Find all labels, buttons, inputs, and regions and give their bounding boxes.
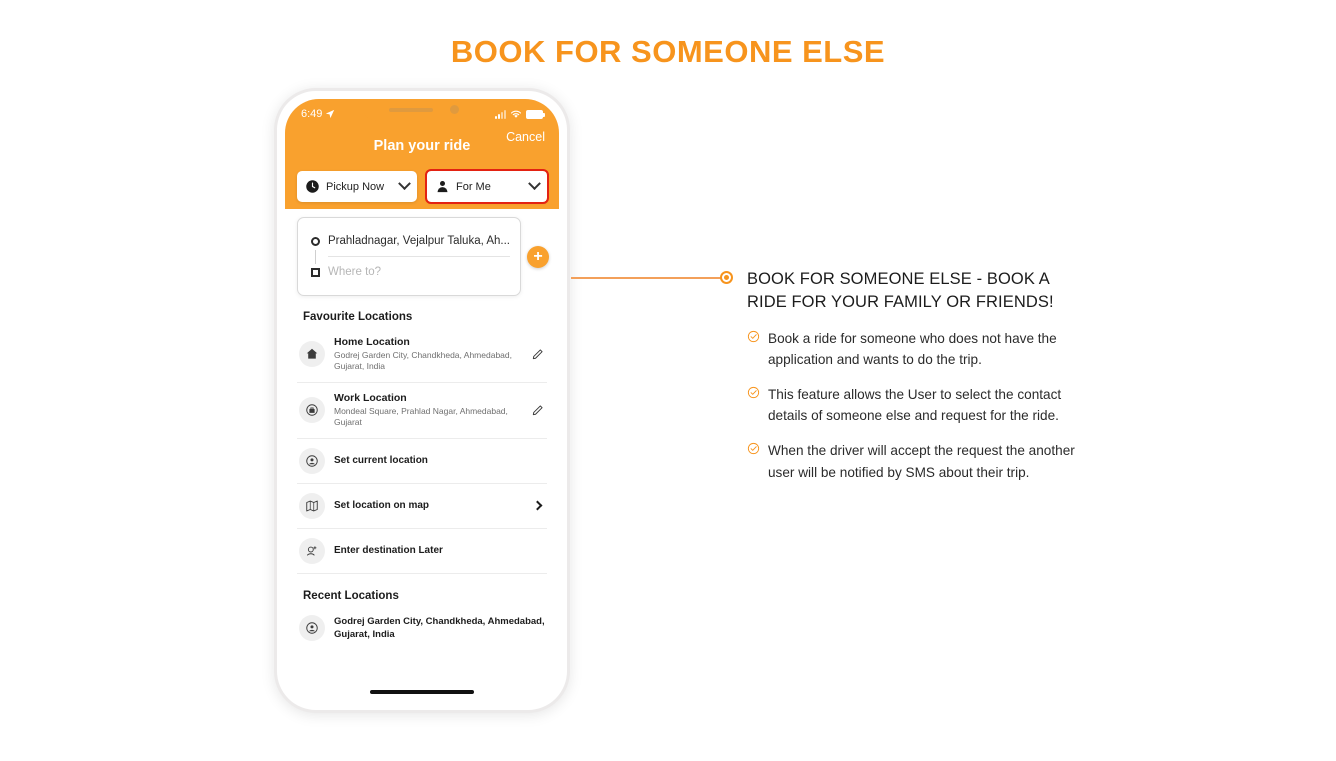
list-item-set-location-on-map[interactable]	[297, 484, 547, 529]
callout-leader-dot	[720, 271, 733, 284]
origin-dot-icon	[311, 237, 320, 246]
briefcase-icon	[299, 397, 325, 423]
destination-row[interactable]	[306, 259, 510, 285]
work-location-text	[334, 392, 522, 429]
list-item-home-location[interactable]	[297, 327, 547, 383]
list-item-title: Godrej Garden City, Chandkheda, Ahmedabad, Gujarat, India	[334, 615, 545, 641]
pickup-time-selector[interactable]	[297, 171, 417, 202]
wifi-icon	[510, 109, 522, 119]
chevron-down-icon	[398, 177, 411, 190]
status-bar-right	[495, 109, 543, 119]
origin-row[interactable]	[306, 228, 510, 254]
phone-screen	[285, 99, 559, 702]
list-item-title: Set location on map	[334, 500, 430, 512]
callout-bullets	[747, 328, 1077, 483]
list-item-recent-location[interactable]	[297, 606, 547, 651]
home-indicator	[370, 690, 474, 694]
home-icon	[299, 341, 325, 367]
set-location-on-map-text	[334, 500, 525, 511]
enter-destination-later-text	[334, 545, 545, 556]
status-bar-left	[301, 108, 335, 120]
check-circle-icon	[747, 386, 760, 399]
list-item-title: Home Location	[334, 336, 410, 348]
list-item-title: Set current location	[334, 455, 428, 467]
current-location-icon	[299, 448, 325, 474]
recent-locations-title: Recent Locations	[303, 589, 399, 602]
destination-square-icon	[311, 268, 320, 277]
clock-icon	[305, 179, 320, 194]
destination-dot-wrap	[306, 268, 324, 277]
list-item-work-location[interactable]	[297, 383, 547, 439]
pencil-icon[interactable]	[531, 403, 545, 417]
callout-leader-line	[571, 277, 721, 279]
person-icon	[435, 179, 450, 194]
home-location-text	[334, 336, 522, 373]
destination-input[interactable]: Where to?	[328, 266, 382, 278]
list-item	[747, 328, 1077, 370]
selector-row	[297, 171, 547, 202]
set-current-location-text	[334, 455, 545, 466]
list-item-title: Enter destination Later	[334, 545, 443, 557]
bullet-text: This feature allows the User to select the contact details of someone else and request for the ride.	[768, 386, 1062, 424]
rider-selector[interactable]	[427, 171, 547, 202]
phone-mockup	[274, 88, 570, 713]
list-item-enter-destination-later[interactable]	[297, 529, 547, 574]
callout-heading: BOOK FOR SOMEONE ELSE - BOOK A RIDE FOR YOUR FAMILY OR FRIENDS!	[747, 270, 1054, 311]
check-circle-icon	[747, 330, 760, 343]
map-icon	[299, 493, 325, 519]
rider-label: For Me	[456, 180, 491, 193]
locations-list	[285, 305, 559, 702]
recent-location-text	[334, 615, 545, 642]
bullet-text: When the driver will accept the request the another user will be notified by SMS about their trip.	[768, 443, 1075, 480]
pin-icon	[299, 615, 325, 641]
address-card-wrapper	[297, 217, 547, 296]
address-divider	[328, 256, 510, 257]
list-item	[747, 384, 1077, 426]
pickup-time-label: Pickup Now	[326, 180, 385, 193]
address-card	[297, 217, 521, 296]
pencil-icon[interactable]	[531, 347, 545, 361]
add-stop-button[interactable]: +	[527, 246, 549, 268]
page-title: BOOK FOR SOMEONE ELSE	[450, 34, 886, 69]
status-bar	[285, 105, 559, 123]
status-time: 6:49	[301, 108, 323, 120]
route-connector	[315, 250, 316, 264]
check-circle-icon	[747, 442, 760, 455]
bullet-text: Book a ride for someone who does not have the application and wants to do the trip.	[768, 330, 1057, 367]
list-item-title: Work Location	[334, 391, 407, 404]
origin-input[interactable]: Prahladnagar, Vejalpur Taluka, Ah...	[328, 235, 511, 247]
favourite-locations-title: Favourite Locations	[303, 311, 413, 323]
list-item-subtitle: Godrej Garden City, Chandkheda, Ahmedabad, Gujarat, India	[334, 350, 512, 372]
chevron-right-icon	[533, 501, 543, 511]
callout-panel	[747, 268, 1077, 497]
list-item-subtitle: Mondeal Square, Prahlad Nagar, Ahmedabad, Gujarat	[334, 405, 508, 428]
app-title: Plan your ride	[373, 138, 471, 154]
cancel-button[interactable]: Cancel	[506, 130, 545, 144]
destination-later-icon	[299, 538, 325, 564]
list-item-set-current-location[interactable]	[297, 439, 547, 484]
location-arrow-icon	[325, 109, 335, 119]
list-item	[747, 440, 1077, 482]
signal-bars-icon	[495, 110, 506, 119]
battery-icon	[526, 110, 543, 119]
origin-dot-wrap	[306, 237, 324, 246]
chevron-down-icon	[528, 177, 541, 190]
